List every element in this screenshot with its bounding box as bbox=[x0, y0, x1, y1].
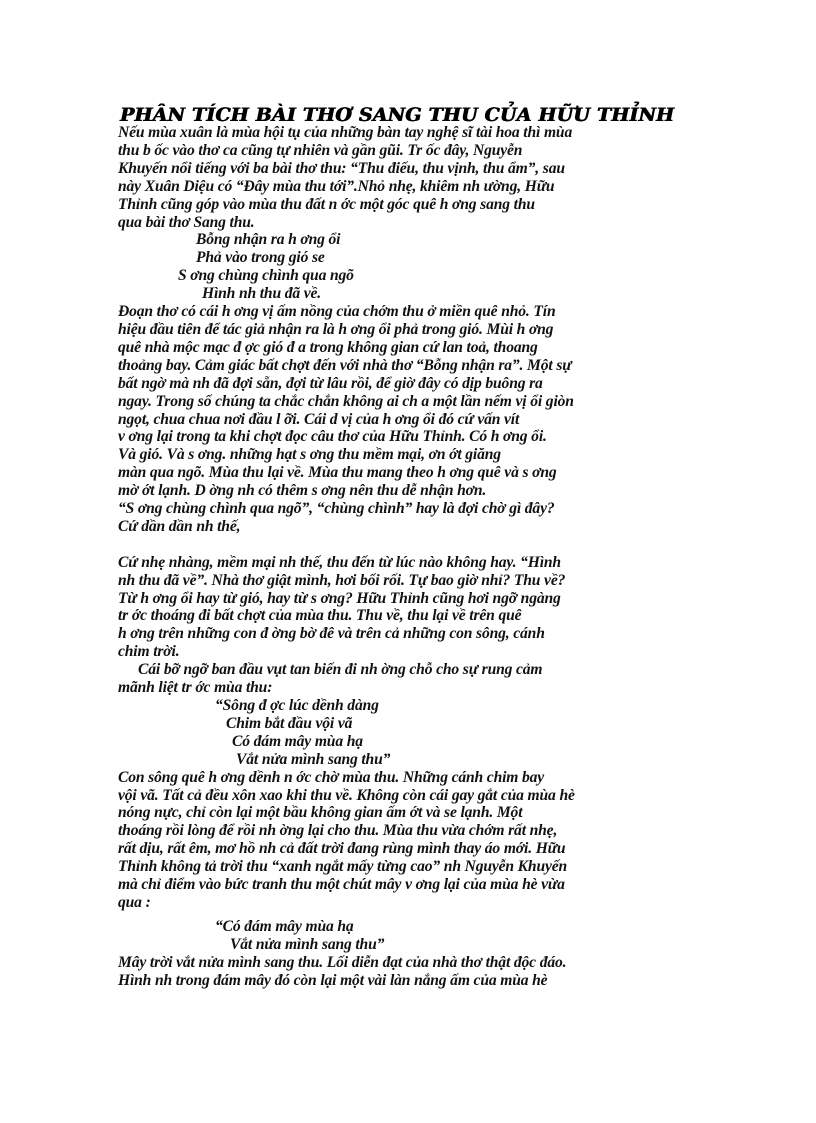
text-line: Hình nh trong đám mây đó còn lại một vài làn nắng ấm của mùa hè bbox=[118, 971, 548, 989]
text-line: quê nhà mộc mạc đ ợc gió đ a trong không gian cứ lan toả, thoang bbox=[118, 338, 538, 356]
poem-line: Hình nh thu đã về. bbox=[202, 285, 322, 303]
text-line: màn qua ngõ. Mùa thu lại về. Mùa thu mang theo h ơng quê và s ơng bbox=[118, 464, 557, 482]
text-line: Cứ nhẹ nhàng, mềm mại nh thế, thu đến từ lúc nào không hay. “Hình bbox=[118, 553, 561, 571]
document-title: PHÂN TÍCH BÀI THƠ SANG THU CỦA HỮU THỈNH bbox=[120, 104, 675, 126]
text-line: Cái bỡ ngỡ ban đầu vụt tan biến đi nh ờng chỗ cho sự rung cảm bbox=[138, 661, 543, 679]
text-line: Cứ dần dần nh thế, bbox=[118, 517, 241, 535]
poem-line: Vắt nửa mình sang thu” bbox=[230, 935, 385, 953]
poem-line: Vắt nửa mình sang thu” bbox=[236, 750, 391, 768]
text-line: Con sông quê h ơng dềnh n ớc chờ mùa thu. Những cánh chim bay bbox=[118, 768, 545, 786]
text-line: rất dịu, rất êm, mơ hồ nh cả đất trời đang rùng mình thay áo mới. Hữu bbox=[118, 840, 566, 858]
blank-line bbox=[118, 536, 703, 554]
text-line: chim trời. bbox=[118, 643, 180, 661]
text-line: thoảng bay. Cảm giác bất chợt đến với nhà thơ “Bỗng nhận ra”. Một sự bbox=[118, 356, 572, 374]
text-line: Mây trời vắt nửa mình sang thu. Lối diễn đạt của nhà thơ thật độc đáo. bbox=[118, 953, 567, 971]
text-line: thu b ốc vào thơ ca cũng tự nhiên và gần gũi. Tr ốc đây, Nguyễn bbox=[118, 141, 523, 159]
text-line: vội vã. Tất cả đều xôn xao khi thu về. Không còn cái gay gắt của mùa hè bbox=[118, 786, 575, 804]
text-line: qua bài thơ Sang thu. bbox=[118, 213, 255, 231]
text-line: thoáng rồi lòng để rồi nh ờng lại cho thu. Mùa thu vừa chớm rất nhẹ, bbox=[118, 822, 558, 840]
poem-line: Phả vào trong gió se bbox=[196, 249, 325, 267]
text-line: Khuyến nổi tiếng với ba bài thơ thu: “Thu điếu, thu vịnh, thu ẩm”, sau bbox=[118, 159, 565, 177]
poem-line: Chim bắt đầu vội vã bbox=[226, 714, 353, 732]
poem-line: S ơng chùng chình qua ngõ bbox=[178, 267, 354, 285]
text-line: mãnh liệt tr ớc mùa thu: bbox=[118, 679, 273, 697]
text-line: Thỉnh không tả trời thu “xanh ngắt mấy từng cao” nh Nguyễn Khuyến bbox=[118, 858, 568, 876]
text-line: nh thu đã về”. Nhà thơ giật mình, hơi bối rối. Tự bao giờ nhỉ? Thu về? bbox=[118, 571, 566, 589]
text-line: ngay. Trong số chúng ta chắc chắn không ai ch a một lần nếm vị ổi giòn bbox=[118, 392, 574, 410]
text-line: h ơng trên những con đ ờng bờ đê và trên cả những con sông, cánh bbox=[118, 625, 545, 643]
text-line: Từ h ơng ổi hay từ gió, hay từ s ơng? Hữu Thỉnh cũng hơi ngỡ ngàng bbox=[118, 589, 561, 607]
text-line: qua : bbox=[118, 893, 151, 911]
text-line: “S ơng chùng chình qua ngõ”, “chùng chình” hay là đợi chờ gì đây? bbox=[118, 500, 555, 518]
text-line: Và gió. Và s ơng. những hạt s ơng thu mềm mại, ơn ớt giăng bbox=[118, 446, 501, 464]
poem-line: Có đám mây mùa hạ bbox=[232, 732, 363, 750]
text-line: mà chỉ điểm vào bức tranh thu một chút mây v ơng lại của mùa hè vừa bbox=[118, 876, 565, 894]
text-line: bất ngờ mà nh đã đợi sẵn, đợi từ lâu rồi, để giờ đây có dịp buông ra bbox=[118, 374, 543, 392]
text-line: Đoạn thơ có cái h ơng vị ấm nồng của chớm thu ở miền quê nhỏ. Tín bbox=[118, 303, 556, 321]
text-line: v ơng lại trong ta khi chợt đọc câu thơ của Hữu Thỉnh. Có h ơng ổi. bbox=[118, 428, 547, 446]
poem-line: “Có đám mây mùa hạ bbox=[215, 917, 354, 935]
text-line: Nếu mùa xuân là mùa hội tụ của những bàn tay nghệ sĩ tài hoa thì mùa bbox=[118, 124, 573, 141]
text-line: nóng nực, chỉ còn lại một bầu không gian ấm ớt và se lạnh. Một bbox=[118, 804, 523, 822]
text-line: tr ớc thoáng đi bất chợt của mùa thu. Thu về, thu lại về trên quê bbox=[118, 607, 522, 625]
text-line: Thỉnh cũng góp vào mùa thu đất n ớc một góc quê h ơng sang thu bbox=[118, 195, 535, 213]
text-line: ngọt, chua chua nơi đầu l ỡi. Cái d vị của h ơng ổi đó cứ vấn vít bbox=[118, 410, 520, 428]
text-line: này Xuân Diệu có “Đây mùa thu tới”.Nhỏ nhẹ, khiêm nh ường, Hữu bbox=[118, 177, 555, 195]
text-line: mờ ớt lạnh. D ờng nh có thêm s ơng nên thu dễ nhận hơn. bbox=[118, 482, 487, 500]
poem-line: “Sông đ ợc lúc dềnh dàng bbox=[215, 697, 379, 714]
document-body bbox=[118, 124, 703, 990]
poem-line: Bỗng nhận ra h ơng ổi bbox=[196, 231, 341, 249]
text-line: hiệu đầu tiên để tác giả nhận ra là h ơng ổi phả trong gió. Mùi h ơng bbox=[118, 320, 554, 338]
